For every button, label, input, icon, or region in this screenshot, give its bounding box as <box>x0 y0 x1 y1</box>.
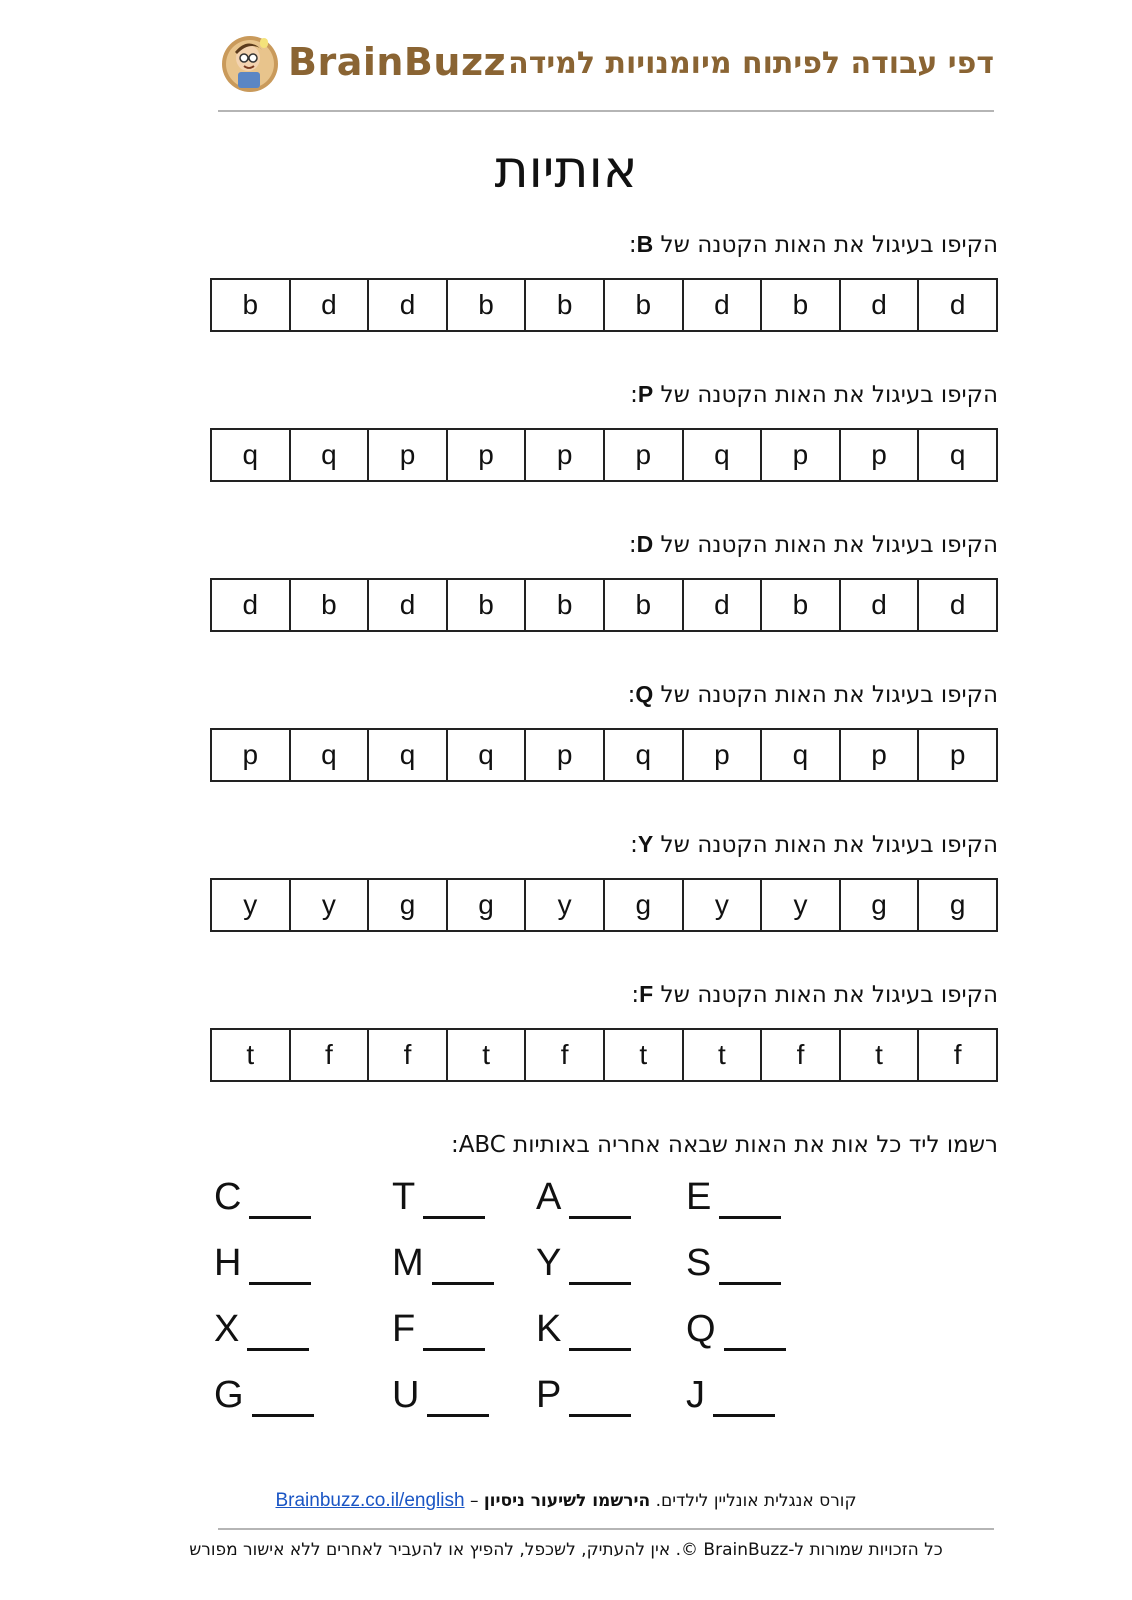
abc-item[interactable] <box>214 1308 309 1351</box>
letter-cell[interactable]: b <box>605 580 684 630</box>
page-header <box>218 22 996 114</box>
letter-cell[interactable]: p <box>605 430 684 480</box>
letter-cell[interactable]: p <box>212 730 291 780</box>
letter-cell[interactable]: p <box>448 430 527 480</box>
letter-cell[interactable]: p <box>684 730 763 780</box>
letter-cell[interactable]: q <box>762 730 841 780</box>
page-title: אותיות <box>494 140 638 200</box>
brand-logo[interactable] <box>218 26 506 98</box>
exercise-section <box>210 228 998 332</box>
letter-cell[interactable]: p <box>762 430 841 480</box>
abc-item[interactable] <box>686 1242 781 1285</box>
letter-cell[interactable]: y <box>684 880 763 930</box>
abc-letter: G <box>214 1374 244 1416</box>
letter-cell[interactable]: d <box>949 289 966 320</box>
letter-grid <box>210 578 998 632</box>
letter-cell[interactable]: d <box>369 580 448 630</box>
letter-cell[interactable]: p <box>526 730 605 780</box>
abc-item[interactable] <box>214 1374 314 1417</box>
letter-cell[interactable]: d <box>291 280 370 330</box>
abc-item[interactable] <box>392 1374 489 1417</box>
abc-letter: Q <box>686 1308 716 1350</box>
letter-cell[interactable]: g <box>841 880 920 930</box>
letter-cell[interactable]: b <box>526 580 605 630</box>
letter-cell[interactable]: t <box>212 1030 291 1080</box>
letter-grid <box>210 278 998 332</box>
letter-cell[interactable]: d <box>841 580 920 630</box>
letter-cell[interactable]: b <box>212 280 291 330</box>
answer-blank[interactable] <box>423 1186 485 1219</box>
abc-item[interactable] <box>536 1308 631 1351</box>
abc-instruction: רשמו ליד כל אות את האות שבאה אחריה באותיות ABC: <box>450 1132 998 1158</box>
answer-blank[interactable] <box>569 1318 631 1351</box>
answer-blank[interactable] <box>252 1384 314 1417</box>
abc-letter: F <box>392 1308 416 1350</box>
letter-cell[interactable]: q <box>212 430 291 480</box>
exercise-section <box>210 528 998 632</box>
abc-letter: K <box>536 1308 562 1350</box>
logo-text: BrainBuzz <box>288 40 507 84</box>
letter-cell[interactable]: p <box>841 430 920 480</box>
abc-letter: T <box>392 1176 416 1218</box>
mascot-logo-icon <box>218 28 282 96</box>
abc-letter: H <box>214 1242 242 1284</box>
footer-divider <box>218 1528 994 1530</box>
letter-cell[interactable]: b <box>526 280 605 330</box>
course-link[interactable]: Brainbuzz.co.il/english <box>275 1490 465 1511</box>
abc-item[interactable] <box>686 1374 775 1417</box>
abc-item[interactable] <box>536 1176 631 1219</box>
answer-blank[interactable] <box>719 1252 781 1285</box>
exercise-section <box>210 678 998 782</box>
exercise-instruction: הקיפו בעיגול את האות הקטנה של Y: <box>630 831 998 858</box>
letter-cell[interactable]: g <box>369 880 448 930</box>
letter-cell[interactable]: t <box>841 1030 920 1080</box>
footer-promo-text: קורס אנגלית אונליין לילדים. <box>655 1491 857 1511</box>
letter-cell[interactable]: f <box>291 1030 370 1080</box>
letter-cell[interactable]: q <box>448 730 527 780</box>
abc-item[interactable] <box>536 1242 631 1285</box>
exercise-instruction: הקיפו בעיגול את האות הקטנה של F: <box>631 981 998 1008</box>
letter-cell[interactable]: b <box>605 280 684 330</box>
abc-item[interactable] <box>392 1308 485 1351</box>
exercise-section <box>210 978 998 1082</box>
abc-letter: X <box>214 1308 240 1350</box>
letter-cell[interactable]: d <box>369 280 448 330</box>
exercise-instruction: הקיפו בעיגול את האות הקטנה של P: <box>630 381 998 408</box>
letter-cell[interactable]: q <box>684 430 763 480</box>
exercise-section <box>210 828 998 932</box>
letter-cell[interactable]: b <box>291 580 370 630</box>
answer-blank[interactable] <box>713 1384 775 1417</box>
exercise-section <box>210 378 998 482</box>
letter-cell[interactable]: q <box>949 439 966 470</box>
letter-cell[interactable]: y <box>291 880 370 930</box>
answer-blank[interactable] <box>249 1186 311 1219</box>
letter-cell[interactable]: d <box>684 280 763 330</box>
exercise-instruction: הקיפו בעיגול את האות הקטנה של D: <box>628 531 998 558</box>
letter-cell[interactable]: y <box>526 880 605 930</box>
answer-blank[interactable] <box>724 1318 786 1351</box>
header-divider <box>218 110 994 112</box>
letter-cell[interactable]: f <box>953 1039 962 1070</box>
letter-cell[interactable]: b <box>448 280 527 330</box>
footer-promo <box>0 1490 1132 1512</box>
letter-cell[interactable]: t <box>605 1030 684 1080</box>
abc-item[interactable] <box>536 1374 631 1417</box>
letter-cell[interactable]: q <box>291 730 370 780</box>
letter-cell[interactable]: t <box>684 1030 763 1080</box>
exercise-instruction: הקיפו בעיגול את האות הקטנה של B: <box>628 231 998 258</box>
abc-letter: E <box>686 1176 712 1218</box>
header-title: דפי עבודה לפיתוח מיומנויות למידה <box>508 46 994 81</box>
letter-cell[interactable]: y <box>212 880 291 930</box>
letter-cell[interactable]: d <box>949 589 966 620</box>
abc-item[interactable] <box>392 1176 485 1219</box>
answer-blank[interactable] <box>569 1186 631 1219</box>
copyright-notice: כל הזכויות שמורות ל-BrainBuzz ©. אין להעתיק, לשכפל, להפיץ או להעביר לאחרים ללא אישור מפורש <box>189 1540 943 1560</box>
letter-cell[interactable]: t <box>448 1030 527 1080</box>
letter-cell[interactable]: g <box>448 880 527 930</box>
letter-grid <box>210 1028 998 1082</box>
footer-dash: – <box>469 1491 479 1511</box>
letter-grid <box>210 428 998 482</box>
letter-cell[interactable]: q <box>605 730 684 780</box>
answer-blank[interactable] <box>569 1384 631 1417</box>
abc-letter: U <box>392 1374 420 1416</box>
footer-promo-bold: הירשמו לשיעור ניסיון <box>483 1491 651 1511</box>
letter-cell[interactable]: p <box>526 430 605 480</box>
letter-cell[interactable]: q <box>369 730 448 780</box>
abc-letter: S <box>686 1242 712 1284</box>
abc-letter: J <box>686 1374 705 1416</box>
answer-blank[interactable] <box>423 1318 485 1351</box>
letter-cell[interactable]: d <box>684 580 763 630</box>
letter-cell[interactable]: b <box>762 280 841 330</box>
answer-blank[interactable] <box>427 1384 489 1417</box>
abc-letter: A <box>536 1176 562 1218</box>
letter-cell[interactable]: d <box>841 280 920 330</box>
letter-cell[interactable]: p <box>949 739 966 770</box>
letter-cell[interactable]: g <box>949 889 966 920</box>
answer-blank[interactable] <box>432 1252 494 1285</box>
letter-cell[interactable]: p <box>841 730 920 780</box>
letter-cell[interactable]: y <box>762 880 841 930</box>
letter-grid <box>210 728 998 782</box>
abc-item[interactable] <box>686 1308 786 1351</box>
abc-letter: P <box>536 1374 562 1416</box>
letter-cell[interactable]: f <box>526 1030 605 1080</box>
letter-cell[interactable]: b <box>762 580 841 630</box>
letter-cell[interactable]: d <box>212 580 291 630</box>
answer-blank[interactable] <box>569 1252 631 1285</box>
letter-cell[interactable]: f <box>369 1030 448 1080</box>
letter-cell[interactable]: b <box>448 580 527 630</box>
abc-item[interactable] <box>392 1242 494 1285</box>
exercise-instruction: הקיפו בעיגול את האות הקטנה של Q: <box>627 681 998 708</box>
abc-item[interactable] <box>686 1176 781 1219</box>
letter-cell[interactable]: q <box>291 430 370 480</box>
abc-exercise-grid <box>214 1176 834 1446</box>
letter-cell[interactable]: f <box>762 1030 841 1080</box>
abc-item[interactable] <box>214 1242 311 1285</box>
abc-letter: C <box>214 1176 242 1218</box>
answer-blank[interactable] <box>249 1252 311 1285</box>
abc-letter: Y <box>536 1242 562 1284</box>
letter-cell[interactable]: p <box>369 430 448 480</box>
answer-blank[interactable] <box>719 1186 781 1219</box>
answer-blank[interactable] <box>247 1318 309 1351</box>
abc-letter: M <box>392 1242 424 1284</box>
abc-item[interactable] <box>214 1176 311 1219</box>
letter-cell[interactable]: g <box>605 880 684 930</box>
letter-grid <box>210 878 998 932</box>
